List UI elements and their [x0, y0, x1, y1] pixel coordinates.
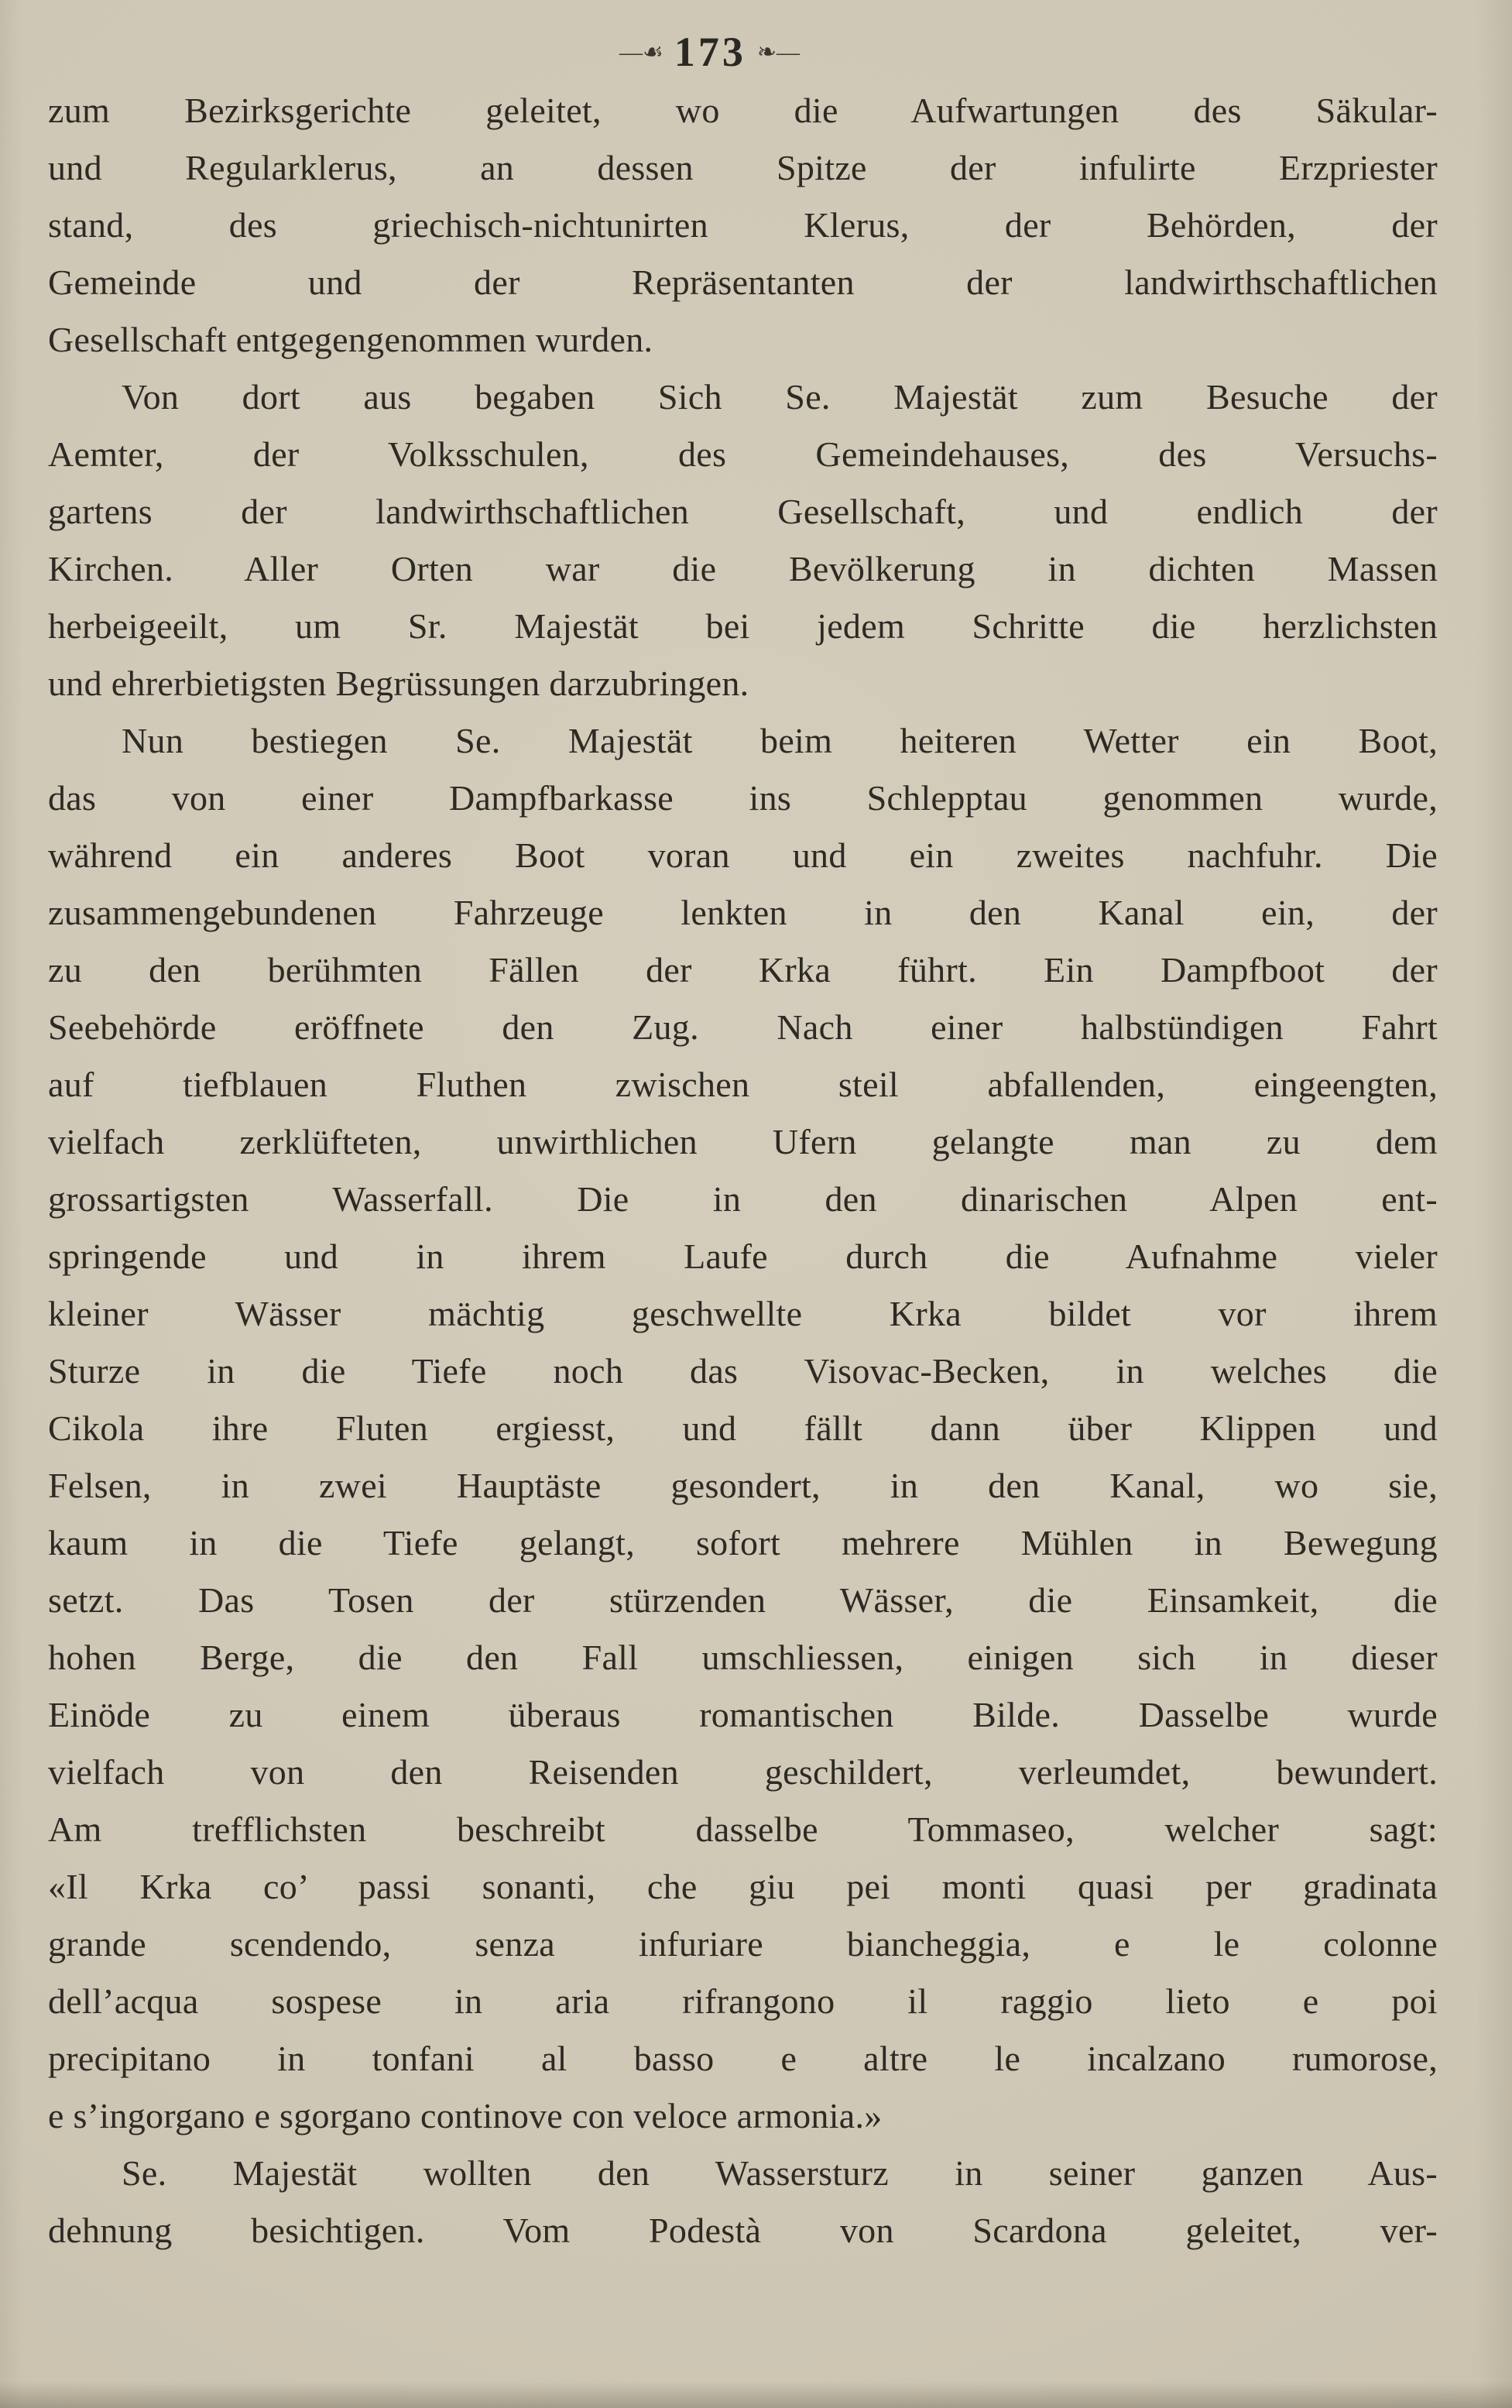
text-line: Gesellschaft entgegengenommen wurden. [48, 320, 653, 359]
text-line: e s’ingorgano e sgorgano continove con veloce armonia.» [48, 2096, 883, 2135]
page-number: 173 [674, 29, 746, 75]
paragraph [48, 369, 1438, 712]
text-line: das von einer Dampfbarkasse ins Schlepptau genommen wurde, [48, 778, 1438, 818]
text-line: Von dort aus begaben Sich Se. Majestät zum Besuche der [122, 377, 1438, 417]
text-line: grossartigsten Wasserfall. Die in den dinarischen Alpen ent- [48, 1179, 1438, 1219]
text-line: precipitano in tonfani al basso e altre le incalzano rumorose, [48, 2039, 1438, 2078]
text-line: zusammengebundenen Fahrzeuge lenkten in den Kanal ein, der [48, 893, 1438, 932]
text-line: springende und in ihrem Laufe durch die Aufnahme vieler [48, 1237, 1438, 1276]
text-line: dehnung besichtigen. Vom Podestà von Scardona geleitet, ver- [48, 2211, 1438, 2250]
text-line: Aemter, der Volksschulen, des Gemeindehauses, des Versuchs- [48, 434, 1438, 474]
text-line: herbeigeeilt, um Sr. Majestät bei jedem Schritte die herzlichsten [48, 606, 1438, 646]
paragraph [48, 712, 1438, 2145]
paragraph [48, 82, 1438, 369]
text-line: und ehrerbietigsten Begrüssungen darzubringen. [48, 664, 749, 703]
text-line: und Regularklerus, an dessen Spitze der infulirte Erzpriester [48, 148, 1438, 187]
page-header [0, 28, 1419, 76]
text-line: Einöde zu einem überaus romantischen Bilde. Dasselbe wurde [48, 1695, 1438, 1734]
text-line: Gemeinde und der Repräsentanten der landwirthschaftlichen [48, 262, 1438, 302]
text-line: zum Bezirksgerichte geleitet, wo die Aufwartungen des Säkular- [48, 91, 1438, 130]
paragraph [48, 2145, 1438, 2259]
text-line: dell’acqua sospese in aria rifrangono il raggio lieto e poi [48, 1981, 1438, 2021]
text-line: Nun bestiegen Se. Majestät beim heiteren Wetter ein Boot, [122, 721, 1438, 760]
fleuron-left-icon: —☙ [619, 39, 663, 65]
text-line: Am trefflichsten beschreibt dasselbe Tommaseo, welcher sagt: [48, 1809, 1438, 1849]
text-line: setzt. Das Tosen der stürzenden Wässer, die Einsamkeit, die [48, 1580, 1438, 1620]
text-line: Sturze in die Tiefe noch das Visovac-Becken, in welches die [48, 1351, 1438, 1391]
text-line: vielfach zerklüfteten, unwirthlichen Ufern gelangte man zu dem [48, 1122, 1438, 1161]
text-block [48, 82, 1438, 2259]
text-line: Felsen, in zwei Hauptäste gesondert, in den Kanal, wo sie, [48, 1466, 1438, 1505]
text-line: kleiner Wässer mächtig geschwellte Krka bildet vor ihrem [48, 1294, 1438, 1333]
text-line: Se. Majestät wollten den Wassersturz in seiner ganzen Aus- [122, 2153, 1438, 2193]
text-line: Cikola ihre Fluten ergiesst, und fällt dann über Klippen und [48, 1408, 1438, 1448]
text-line: stand, des griechisch-nichtunirten Klerus, der Behörden, der [48, 205, 1438, 245]
fleuron-right-icon: ❧— [756, 39, 801, 65]
text-line: grande scendendo, senza infuriare biancheggia, e le colonne [48, 1924, 1438, 1964]
text-line: zu den berühmten Fällen der Krka führt. Ein Dampfboot der [48, 950, 1438, 990]
text-line: vielfach von den Reisenden geschildert, verleumdet, bewundert. [48, 1752, 1438, 1792]
text-line: Kirchen. Aller Orten war die Bevölkerung in dichten Massen [48, 549, 1438, 588]
text-line: kaum in die Tiefe gelangt, sofort mehrere Mühlen in Bewegung [48, 1523, 1438, 1562]
text-line: auf tiefblauen Fluthen zwischen steil abfallenden, eingeengten, [48, 1065, 1438, 1104]
text-line: während ein anderes Boot voran und ein zweites nachfuhr. Die [48, 835, 1438, 875]
text-line: «Il Krka co’ passi sonanti, che giu pei monti quasi per gradinata [48, 1867, 1438, 1906]
text-line: hohen Berge, die den Fall umschliessen, einigen sich in dieser [48, 1638, 1438, 1677]
text-line: gartens der landwirthschaftlichen Gesellschaft, und endlich der [48, 492, 1438, 531]
text-line: Seebehörde eröffnete den Zug. Nach einer halbstündigen Fahrt [48, 1007, 1438, 1047]
